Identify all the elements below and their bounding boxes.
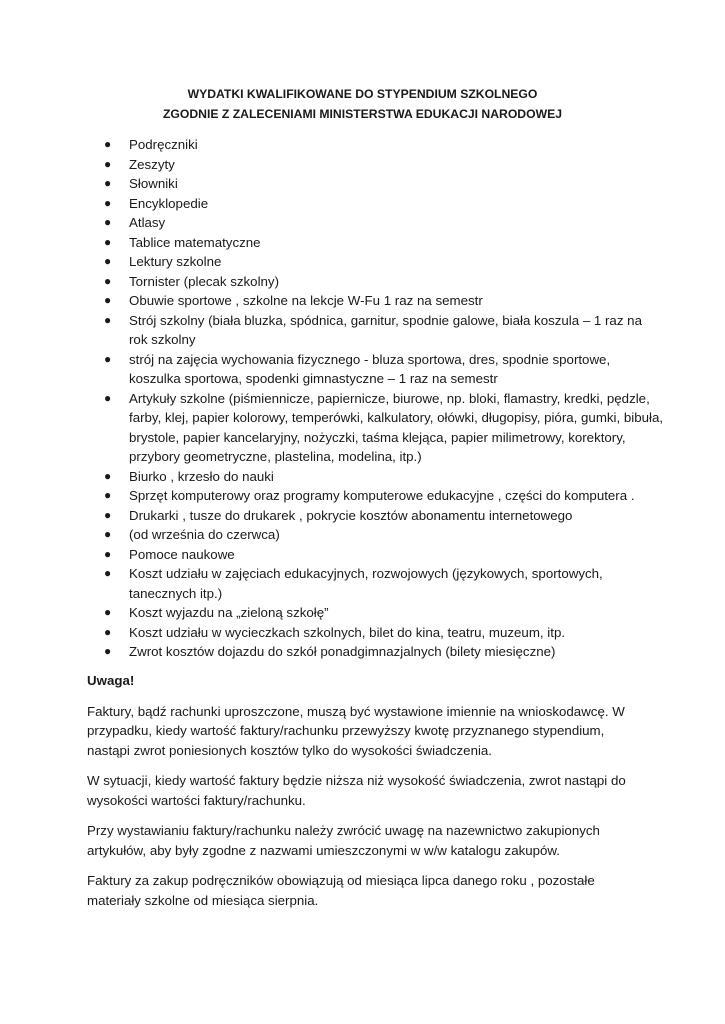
list-item-text: Drukarki , tusze do drukarek , pokrycie kosztów abonamentu internetowego [129,507,573,523]
list-item [104,525,664,545]
list-item-text: Sprzęt komputerowy oraz programy komputerowe edukacyjne , części do komputera . [129,488,635,503]
list-item-text: Biurko , krzesło do nauki [129,468,274,484]
list-item [104,155,664,175]
bullet-icon: ● [104,254,112,268]
bullet-icon: ● [104,488,112,502]
list-item [104,311,664,350]
list-item-text: Strój szkolny (biała bluzka, spódnica, garnitur, spodnie galowe, biała koszula – 1 raz na rok szkolny [129,312,642,347]
list-item-text: Zwrot kosztów dojazdu do szkół ponadgimnazjalnych (bilety miesięczne) [129,644,556,659]
bullet-icon: ● [104,566,112,580]
list-item [104,291,664,311]
bullet-icon: ● [104,156,112,171]
list-item-text: Pomoce naukowe [129,546,235,562]
bullet-icon: ● [104,605,112,619]
list-item-text: Encyklopedie [129,195,209,211]
bullet-icon: ● [104,624,112,639]
list-item-text: Podręczniki [129,137,198,152]
list-item-text: Koszt udziału w wycieczkach szkolnych, bilet do kina, teatru, muzeum, itp. [129,624,566,640]
note-title: Uwaga! [87,673,135,688]
bullet-icon: ● [104,293,112,307]
list-item [104,506,664,526]
list-item [104,389,664,467]
list-item-text: Tornister (plecak szkolny) [129,273,280,289]
list-item [104,135,664,155]
list-item [104,642,664,662]
list-item [104,564,664,603]
list-item [104,194,664,214]
title-line-2: ZGODNIE Z ZALECENIAMI MINISTERSTWA EDUKACJI NARODOWEJ [162,107,563,121]
bullet-icon: ● [104,546,112,561]
list-item-text: strój na zajęcia wychowania fizycznego - bluza sportowa, dres, spodnie sportowe, koszulka sportowa, spodenki gimnastyczne – 1 raz na semestr [129,351,611,386]
note-paragraph: W sytuacji, kiedy wartość faktury będzie niższa niż wysokość świadczenia, zwrot nastąpi do wysokości wartości faktury/rachunku. [87,773,626,808]
note-section [87,671,647,921]
list-item-text: Tablice matematyczne [129,234,261,250]
bullet-icon: ● [104,644,112,658]
bullet-icon: ● [104,312,112,327]
list-item [104,213,664,233]
list-item-text: (od września do czerwca) [129,527,280,542]
list-item-text: Słowniki [129,176,178,191]
note-paragraph: Przy wystawianiu faktury/rachunku należy zwrócić uwagę na nazewnictwo zakupionych artykułów, aby były zgodne z nazwami umieszczonymi w w/w katalogu zakupów. [87,823,600,858]
bullet-icon: ● [104,351,112,366]
list-item [104,252,664,272]
list-item-text: Zeszyty [129,156,175,172]
document-title [0,84,725,124]
note-paragraph: Faktury za zakup podręczników obowiązują od miesiąca lipca danego roku , pozostałe materiały szkolne od miesiąca sierpnia. [87,873,595,908]
bullet-icon: ● [104,507,112,522]
list-item-text: Koszt udziału w zajęciach edukacyjnych, rozwojowych (językowych, sportowych, tanecznych itp.) [129,566,603,601]
list-item-text: Lektury szkolne [129,254,222,269]
list-item-text: Obuwie sportowe , szkolne na lekcje W-Fu 1 raz na semestr [129,293,483,308]
list-item-text: Artykuły szkolne (piśmiennicze, papiernicze, biurowe, np. bloki, flamastry, kredki, pędzle, farby, klej, papier kolorowy, temperówki, kalkulatory, ołówki, długopisy, pióra, gumki, bibuła, brystole, papier kancelaryjny, nożyczki, taśma klejąca, papier milimetrowy, korektory, przybory geometryczne, plastelina, modelina, itp.) [129,390,664,464]
list-item [104,174,664,194]
note-paragraph: Faktury, bądź rachunki uproszczone, muszą być wystawione imiennie na wnioskodawcę. W przypadku, kiedy wartość faktury/rachunku przewyższy kwotę przyznanego stypendium, nastąpi zwrot poniesionych kosztów tylko do wysokości świadczenia. [87,703,625,758]
bullet-icon: ● [104,234,112,249]
bullet-icon: ● [104,137,112,151]
list-item [104,545,664,565]
list-item [104,233,664,253]
bullet-icon: ● [104,527,112,541]
list-item [104,467,664,487]
list-item [104,603,664,623]
list-item-text: Atlasy [129,215,166,230]
bullet-icon: ● [104,176,112,190]
list-item [104,486,664,506]
list-item-text: Koszt wyjazdu na „zieloną szkołę” [129,605,329,620]
list-item [104,350,664,389]
bullet-icon: ● [104,390,112,405]
list-item [104,623,664,643]
bullet-icon: ● [104,468,112,483]
bullet-icon: ● [104,195,112,210]
expense-list [104,135,664,662]
title-line-1: WYDATKI KWALIFIKOWANE DO STYPENDIUM SZKOLNEGO [187,87,538,101]
bullet-icon: ● [104,273,112,288]
list-item [104,272,664,292]
bullet-icon: ● [104,215,112,229]
